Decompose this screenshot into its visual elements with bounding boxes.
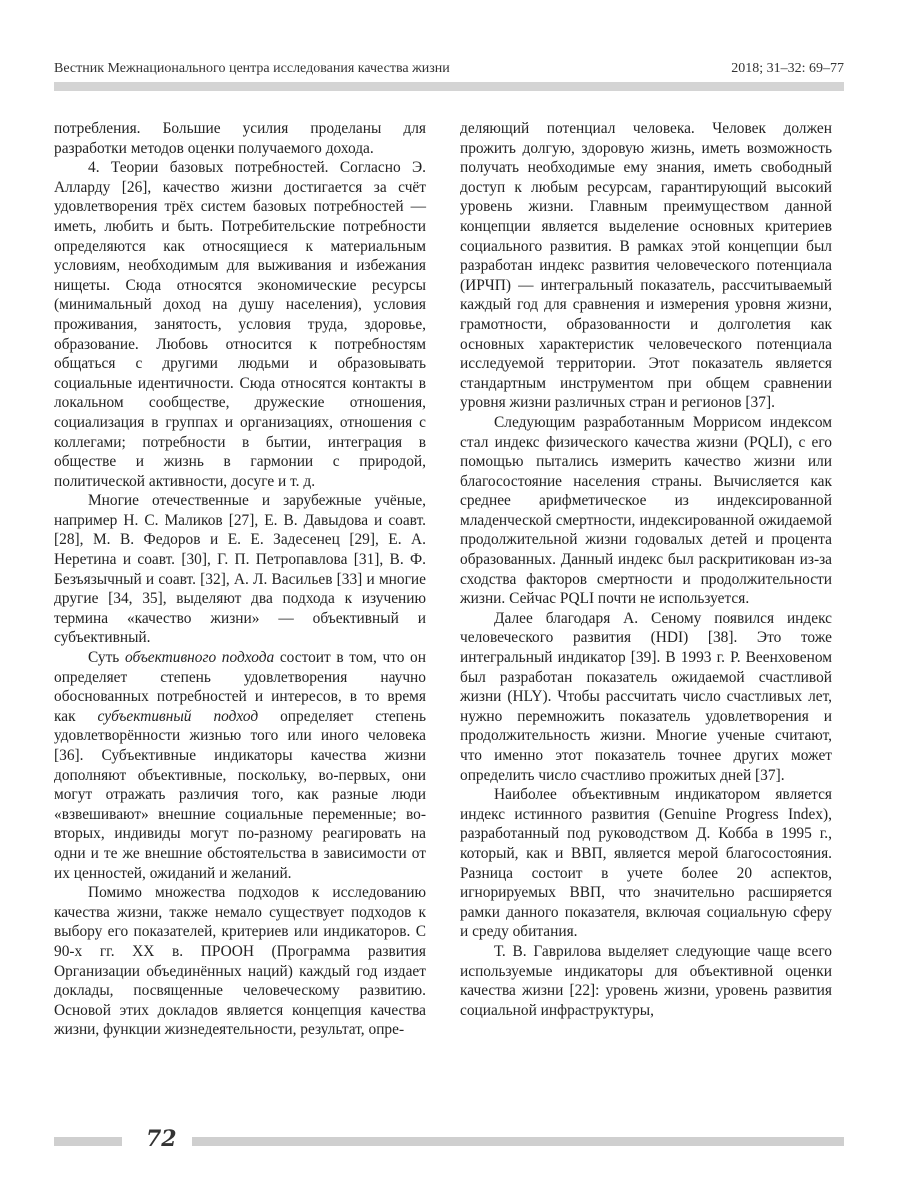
paragraph: Следующим разработанным Моррисом индексом стал индекс физического качества жизни (PQLI), с его помощью пытались измерить качество жизни или благосостояние населения страны. Вычисляется как среднее арифметическое из индексированной младенческой смертности, индексированной ожидаемой продолжительной жизни годовалых детей и процента образованных. Данный индекс был раскритикован из-за сходства факторов смертности и продолжительности жизни. Сейчас PQLI почти не используется. [460, 413, 832, 608]
paragraph: Далее благодаря А. Сеному появился индекс человеческого развития (HDI) [38]. Это тоже интегральный индикатор [39]. В 1993 г. Р. Веенховеном был разработан показатель ожидаемой счастливой жизни (HLY). Чтобы рассчитать число счастливых лет, нужно перемножить показатель удовлетворения и продолжительность жизни. Многие ученые считают, что именно этот показатель точнее других может определить число счастливо прожитых дней [37]. [460, 609, 832, 784]
footer-bar-right [192, 1137, 844, 1146]
header-bar [54, 82, 844, 91]
right-column [460, 119, 832, 1020]
paragraph: деляющий потенциал человека. Человек должен прожить долгую, здоровую жизнь, иметь возможность получать необходимые ему знания, иметь свободный доступ к любым ресурсам, гарантирующий высокий уровень жизни. Главным преимуществом данной концепции является выделение основных критериев социального развития. В рамках этой концепции был разработан индекс развития человеческого потенциала (ИРЧП) — интегральный показатель, рассчитываемый каждый год для сравнения и измерения уровня жизни, грамотности, образованности и долголетия как основных характеристик человеческого потенциала исследуемой территории. Этот показатель является стандартным инструментом при общем сравнении уровня жизни различных стран и регионов [37]. [460, 120, 832, 412]
running-header [54, 60, 844, 78]
paragraph: 4. Теории базовых потребностей. Согласно Э. Аллардy [26], качество жизни достигается за счёт удовлетворения трёх систем базовых потребностей — иметь, любить и быть. Потребительские потребности определяются как относящиеся к материальным условиям, необходимым для выживания и избежания нищеты. Сюда относятся экономические ресурсы (минимальный доход на душу населения), условия проживания, занятость, условия труда, здоровье, образование. Любовь относится к потребностям общаться с другими людьми и образовывать социальные идентичности. Сюда относятся контакты в локальном сообществе, дружеские отношения, социализация в группах и организациях, отношения с коллегами; потребности в бытии, интеграция в обществе и жизнь в гармонии с природой, политической активности, досуге и т. д. [54, 159, 426, 490]
paragraph: Т. В. Гаврилова выделяет следующие чаще всего используемые индикаторы для объективной оценки качества жизни [22]: уровень жизни, уровень развития социальной инфраструктуры, [460, 942, 832, 1019]
text-run: состоит в том, что он определяет степень удовлетворения научно обоснованных потребностей и интересов, в то время как [54, 649, 426, 725]
page-footer [54, 1126, 844, 1152]
paragraph: Помимо множества подходов к исследованию качества жизни, также немало существует подходов к выбору его показателей, критериев или индикаторов. С 90-х гг. XX в. ПРООН (Программа развития Организации объединённых наций) каждый год издает доклады, посвященные человеческому развитию. Основой этих докладов является концепция качества жизни, функции жизнедеятельности, результат, опре- [54, 884, 426, 1039]
emphasis: субъективный подход [97, 707, 259, 725]
text-run: Суть [88, 649, 125, 667]
left-column [54, 119, 426, 1040]
emphasis: объективного подхода [124, 649, 275, 667]
footer-bar-left [54, 1137, 122, 1146]
paragraph: Многие отечественные и зарубежные учёные, например Н. С. Маликов [27], Е. В. Давыдова и соавт. [28], М. В. Федоров и Е. Е. Задесенец [29], Е. А. Неретина и соавт. [30], Г. П. Петропавлова [31], В. Ф. Безъязычный и соавт. [32], А. Л. Васильев [33] и многие другие [34, 35], выделяют два подхода к изучению термина «качество жизни» — объективный и субъективный. [54, 492, 426, 647]
paragraph: потребления. Большие усилия проделаны для разработки методов оценки получаемого дохода. [54, 120, 426, 157]
text-run: определяет степень удовлетворённости жизнью того или иного человека [36]. Субъективные индикаторы качества жизни дополняют объективные, поскольку, во-первых, они могут отражать различия того, как разные люди «взвешивают» внешние социальные переменные; во-вторых, индивиды могут по-разному реагировать на одни и те же внешние обстоятельства в зависимости от их ценностей, ожиданий и желаний. [54, 707, 427, 882]
page-number: 72 [146, 1126, 177, 1152]
paragraph [54, 648, 426, 883]
citation: 2018; 31–32: 69–77 [731, 61, 844, 76]
journal-title: Вестник Межнационального центра исследования качества жизни [54, 61, 450, 76]
paragraph: Наиболее объективным индикатором является индекс истинного развития (Genuine Progress Index), разработанный под руководством Д. Кобба в 1995 г., который, как и ВВП, является мерой благосостояния. Разница состоит в учете более 20 аспектов, игнорируемых ВВП, что значительно расширяется рамки данного показателя, включая социальную сферу и среду обитания. [460, 786, 832, 941]
